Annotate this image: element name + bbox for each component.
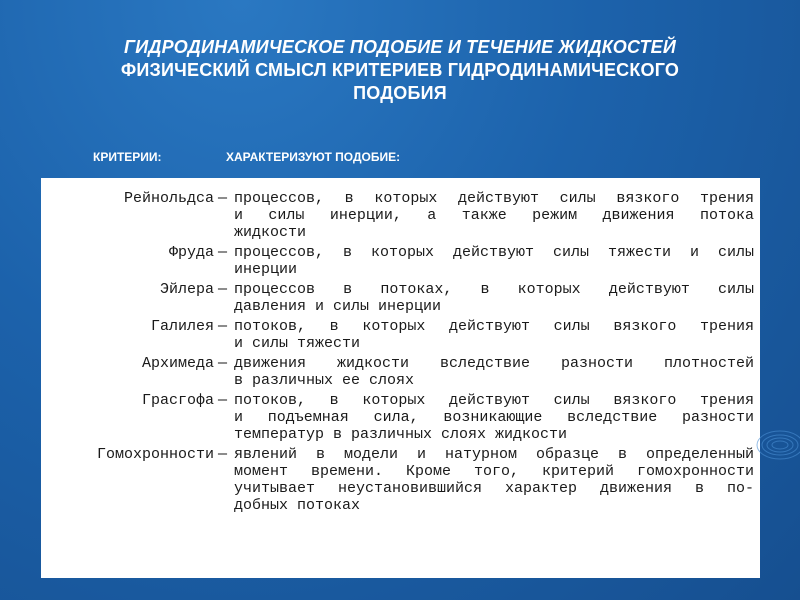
criteria-header: КРИТЕРИИ: bbox=[93, 150, 162, 164]
criterion-name: Рейнольдса bbox=[123, 190, 214, 207]
definition-line: и силы инерции, а также режим движения потока bbox=[234, 207, 754, 224]
definition-line: в различных ее слоях bbox=[234, 372, 415, 389]
criterion-name: Гомохронности bbox=[96, 446, 214, 463]
slide-title bbox=[30, 36, 770, 105]
criterion-dash: — bbox=[218, 355, 228, 372]
criterion-dash: — bbox=[218, 392, 228, 409]
criterion-name: Фруда bbox=[168, 244, 214, 261]
criterion-row-archimedes bbox=[41, 355, 760, 389]
criterion-row-reynolds bbox=[41, 190, 760, 241]
criterion-name: Эйлера bbox=[159, 281, 214, 298]
criterion-dash: — bbox=[218, 281, 228, 298]
criterion-definition bbox=[232, 446, 760, 514]
criteria-table bbox=[41, 178, 760, 578]
swirl-decoration-icon bbox=[740, 410, 800, 480]
definition-line: потоков, в которых действуют силы вязкого трения bbox=[234, 392, 754, 409]
definition-line: инерции bbox=[234, 261, 298, 278]
definition-line: явлений в модели и натурном образце в определенный bbox=[234, 446, 754, 463]
criterion-dash: — bbox=[218, 190, 228, 207]
criterion-definition bbox=[232, 190, 760, 241]
criterion-name: Архимеда bbox=[141, 355, 214, 372]
criterion-row-homochronicity bbox=[41, 446, 760, 514]
title-line-2: ФИЗИЧЕСКИЙ СМЫСЛ КРИТЕРИЕВ ГИДРОДИНАМИЧЕСКОГО bbox=[120, 60, 680, 80]
title-line-1: ГИДРОДИНАМИЧЕСКОЕ ПОДОБИЕ И ТЕЧЕНИЕ ЖИДКОСТЕЙ bbox=[123, 37, 676, 57]
definition-line: и силы тяжести bbox=[234, 335, 361, 352]
criterion-definition bbox=[232, 318, 760, 352]
criterion-definition bbox=[232, 355, 760, 389]
definition-line: потоков, в которых действуют силы вязкого трения bbox=[234, 318, 754, 335]
definition-line: процессов, в которых действуют силы вязкого трения bbox=[234, 190, 754, 207]
definition-line: и подъемная сила, возникающие вследствие разности bbox=[234, 409, 754, 426]
characterize-header: ХАРАКТЕРИЗУЮТ ПОДОБИЕ: bbox=[226, 150, 401, 164]
definition-line: жидкости bbox=[234, 224, 307, 241]
title-line-3: ПОДОБИЯ bbox=[353, 83, 447, 103]
criterion-dash: — bbox=[218, 318, 228, 335]
criterion-row-grashof bbox=[41, 392, 760, 443]
definition-line: учитывает неустановившийся характер движения в по- bbox=[234, 480, 754, 497]
criterion-dash: — bbox=[218, 446, 228, 463]
definition-line: процессов, в которых действуют силы тяжести и силы bbox=[234, 244, 754, 261]
definition-line: момент времени. Кроме того, критерий гомохронности bbox=[234, 463, 754, 480]
definition-line: процессов в потоках, в которых действуют силы bbox=[234, 281, 754, 298]
definition-line: движения жидкости вследствие разности плотностей bbox=[234, 355, 754, 372]
criterion-definition bbox=[232, 244, 760, 278]
criterion-dash: — bbox=[218, 244, 228, 261]
definition-line: добных потоках bbox=[234, 497, 361, 514]
criterion-name: Галилея bbox=[150, 318, 214, 335]
criterion-row-euler bbox=[41, 281, 760, 315]
criterion-row-galileo bbox=[41, 318, 760, 352]
definition-line: температур в различных слоях жидкости bbox=[234, 426, 568, 443]
criterion-definition bbox=[232, 281, 760, 315]
criterion-definition bbox=[232, 392, 760, 443]
definition-line: давления и силы инерции bbox=[234, 298, 442, 315]
criterion-name: Грасгофа bbox=[141, 392, 214, 409]
criterion-row-froude bbox=[41, 244, 760, 278]
